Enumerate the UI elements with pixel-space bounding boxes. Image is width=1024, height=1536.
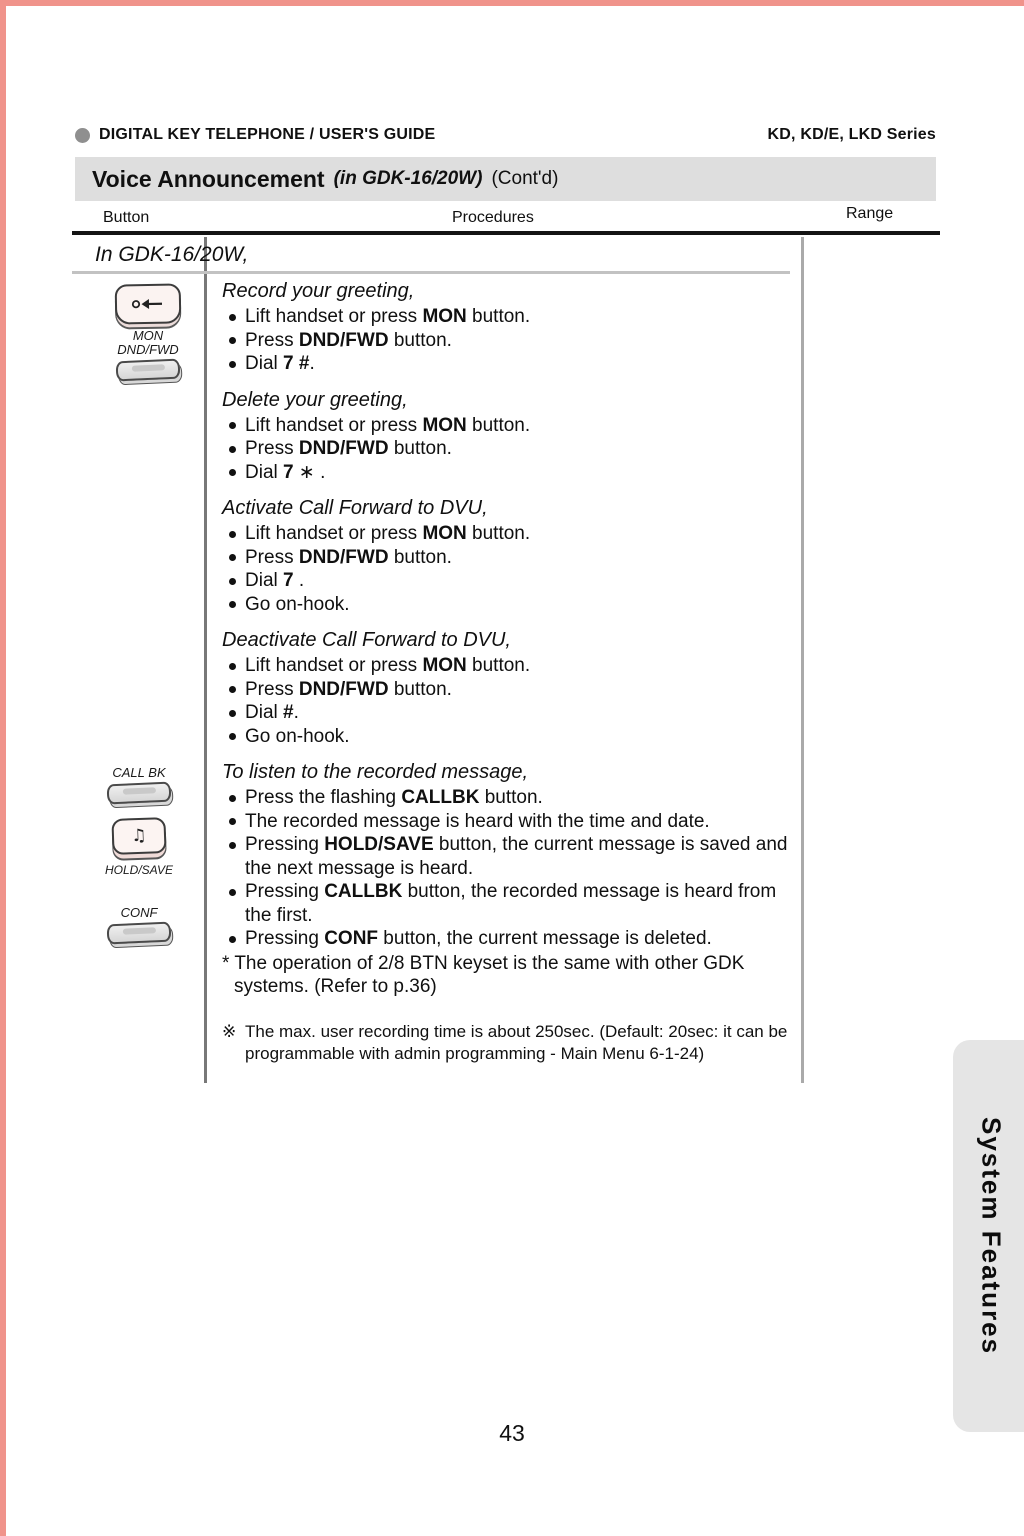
- page-header: [75, 126, 936, 144]
- conf-key: [107, 922, 172, 945]
- procedure-step: Lift handset or press MON button.: [222, 522, 800, 546]
- series-label: KD, KD/E, LKD Series: [767, 126, 936, 143]
- key-highlight: [122, 787, 155, 794]
- procedure-section: [222, 628, 800, 748]
- scan-edge-top: [0, 0, 1024, 6]
- bullet-icon: [75, 128, 90, 143]
- scan-edge-left: [0, 0, 6, 1536]
- mon-key: [115, 283, 182, 324]
- button-illustration-mon-dndfwd: [104, 284, 192, 380]
- column-header-button: Button: [103, 209, 150, 226]
- procedures-sections: [222, 279, 800, 999]
- column-header-range: Range: [846, 205, 894, 222]
- procedure-heading: Record your greeting,: [222, 280, 415, 302]
- mon-label: MON: [132, 328, 164, 343]
- note-marker: ※: [222, 1021, 237, 1042]
- procedure-step: Pressing HOLD/SAVE button, the current message is saved and the next message is heard.: [222, 833, 800, 880]
- page-number: 43: [499, 1420, 525, 1446]
- procedure-heading: Activate Call Forward to DVU,: [222, 497, 488, 519]
- procedure-section: [222, 760, 800, 999]
- callbk-label: CALL BK: [112, 765, 166, 780]
- divider-button-procedures: [204, 237, 207, 1083]
- contd-label: (Cont'd): [491, 168, 559, 189]
- dndfwd-label: DND/FWD: [117, 342, 179, 357]
- procedure-heading: To listen to the recorded message,: [222, 761, 529, 783]
- button-illustration-conf: [98, 906, 180, 943]
- procedure-step: Go on-hook.: [222, 593, 800, 617]
- procedure-step: Dial 7 .: [222, 569, 800, 593]
- holdsave-label: HOLD/SAVE: [104, 863, 174, 877]
- procedure-step: Lift handset or press MON button.: [222, 305, 800, 329]
- row-label: In GDK-16/20W,: [95, 243, 249, 266]
- procedure-step: Press DND/FWD button.: [222, 546, 800, 570]
- procedure-step: Dial 7 ∗ .: [222, 461, 800, 485]
- holdsave-key: [111, 817, 166, 855]
- page-header-left: [75, 126, 435, 144]
- procedure-step: Lift handset or press MON button.: [222, 654, 800, 678]
- table-top-rule: [72, 231, 940, 235]
- feature-title-banner: [75, 157, 936, 201]
- guide-title: DIGITAL KEY TELEPHONE / USER'S GUIDE: [99, 126, 436, 143]
- procedure-step: Press DND/FWD button.: [222, 329, 800, 353]
- row-label-underline: [72, 271, 790, 274]
- conf-label: CONF: [120, 905, 158, 920]
- dndfwd-key: [116, 359, 181, 382]
- callbk-key: [107, 782, 172, 805]
- procedure-step: Dial 7 #.: [222, 352, 800, 376]
- button-illustration-holdsave: [98, 818, 180, 877]
- procedure-step: Press DND/FWD button.: [222, 678, 800, 702]
- procedure-step: Dial #.: [222, 701, 800, 725]
- button-illustration-callbk: [98, 766, 180, 803]
- procedure-step: Pressing CALLBK button, the recorded message is heard from the first.: [222, 880, 800, 927]
- procedure-footnote: * The operation of 2/8 BTN keyset is the same with other GDK systems. (Refer to p.36): [222, 952, 745, 997]
- procedure-step: Go on-hook.: [222, 725, 800, 749]
- procedure-step: Press DND/FWD button.: [222, 437, 800, 461]
- music-note-icon: ♫: [131, 825, 147, 846]
- side-tab-system-features: [953, 1040, 1024, 1432]
- column-header-procedures: Procedures: [452, 209, 534, 226]
- side-tab-label: System Features: [976, 1116, 1007, 1356]
- procedure-heading: Deactivate Call Forward to DVU,: [222, 629, 511, 651]
- divider-procedures-range: [801, 237, 804, 1083]
- procedure-step: The recorded message is heard with the time and date.: [222, 810, 800, 834]
- key-highlight: [131, 364, 164, 371]
- procedure-section: [222, 279, 800, 376]
- procedure-step: Lift handset or press MON button.: [222, 414, 800, 438]
- procedures-column: [222, 279, 800, 1065]
- procedure-section: [222, 496, 800, 616]
- mic-arrow-icon: [130, 296, 166, 313]
- key-highlight: [122, 927, 155, 934]
- procedure-step: Press the flashing CALLBK button.: [222, 786, 800, 810]
- note-text: The max. user recording time is about 250sec. (Default: 20sec: it can be programmable with admin programming - Main Menu 6-1-24): [245, 1021, 788, 1063]
- feature-title: Voice Announcement: [92, 165, 325, 192]
- recording-note: [222, 1021, 811, 1065]
- procedure-step: Pressing CONF button, the current message is deleted.: [222, 927, 800, 951]
- procedure-section: [222, 388, 800, 485]
- procedure-heading: Delete your greeting,: [222, 388, 408, 411]
- feature-subtitle: (in GDK-16/20W): [333, 168, 483, 189]
